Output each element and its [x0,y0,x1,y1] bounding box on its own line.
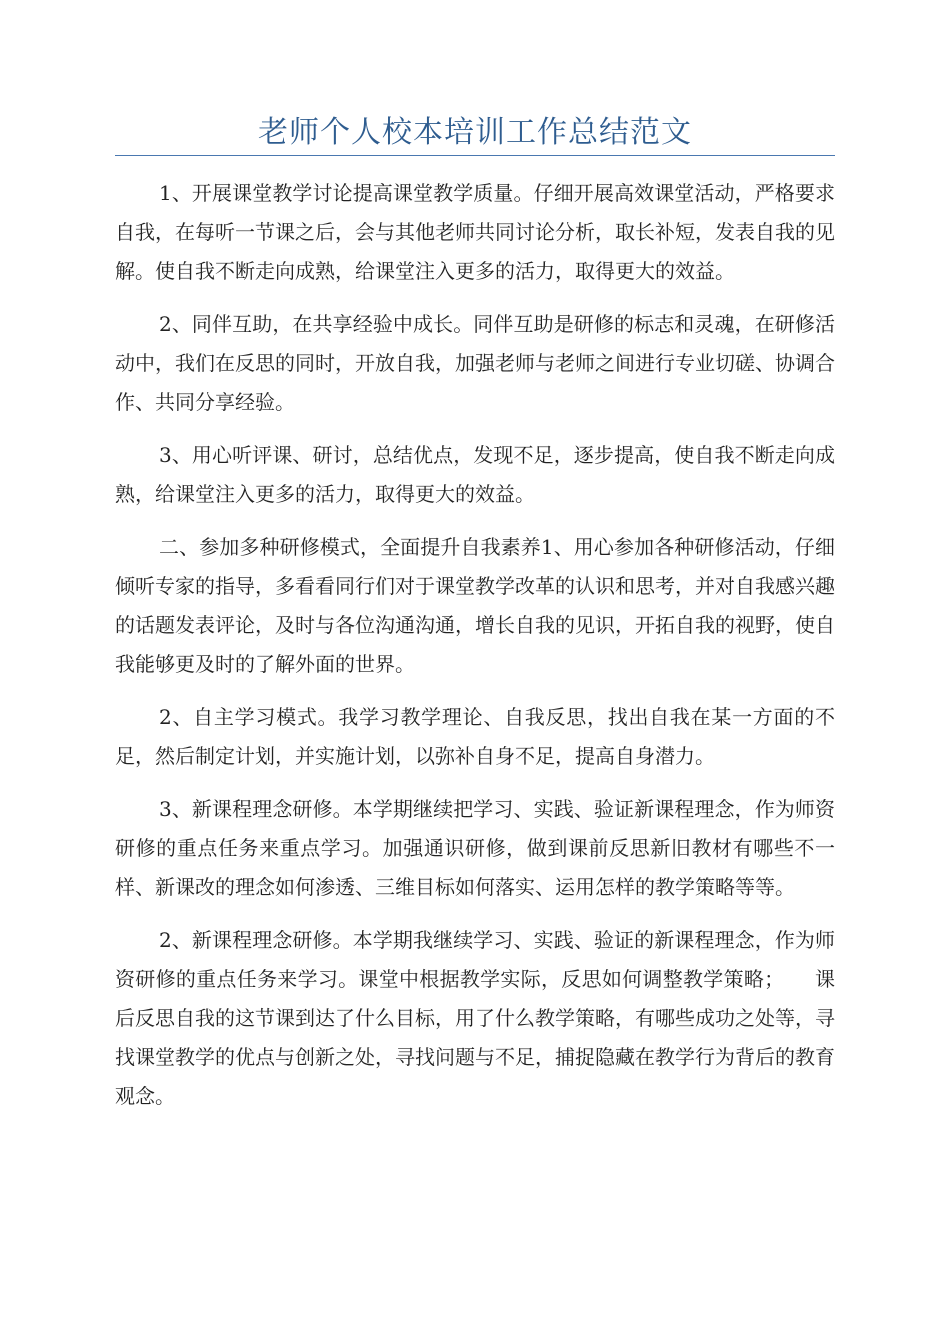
document-body [115,174,835,1130]
paragraph: 1、开展课堂教学讨论提高课堂教学质量。仔细开展高效课堂活动，严格要求自我，在每听一节课之后，会与其他老师共同讨论分析，取长补短，发表自我的见解。使自我不断走向成熟，给课堂注入更多的活力，取得更大的效益。 [115,181,835,283]
paragraph: 2、自主学习模式。我学习教学理论、自我反思，找出自我在某一方面的不足，然后制定计划，并实施计划，以弥补自身不足，提高自身潜力。 [115,705,835,768]
paragraph: 3、用心听评课、研讨，总结优点，发现不足，逐步提高，使自我不断走向成熟，给课堂注入更多的活力，取得更大的效益。 [115,443,835,506]
paragraph: 3、新课程理念研修。本学期继续把学习、实践、验证新课程理念，作为师资研修的重点任务来重点学习。加强通识研修，做到课前反思新旧教材有哪些不一样、新课改的理念如何渗透、三维目标如何落实、运用怎样的教学策略等等。 [115,797,835,899]
paragraph: 二、参加多种研修模式，全面提升自我素养1、用心参加各种研修活动，仔细倾听专家的指导，多看看同行们对于课堂教学改革的认识和思考，并对自我感兴趣的话题发表评论，及时与各位沟通沟通，增长自我的见识，开拓自我的视野，使自我能够更及时的了解外面的世界。 [115,535,835,676]
title-underline [115,155,835,156]
document-title: 老师个人校本培训工作总结范文 [258,115,692,150]
paragraph: 2、同伴互助，在共享经验中成长。同伴互助是研修的标志和灵魂，在研修活动中，我们在反思的同时，开放自我，加强老师与老师之间进行专业切磋、协调合作、共同分享经验。 [115,312,835,414]
paragraph: 2、新课程理念研修。本学期我继续学习、实践、验证的新课程理念，作为师资研修的重点任务来学习。课堂中根据教学实际，反思如何调整教学策略； 课后反思自我的这节课到达了什么目标，用了什么教学策略，有哪些成功之处等，寻找课堂教学的优点与创新之处，寻找问题与不足，捕捉隐藏在教学行为背后的教育观念。 [115,928,835,1108]
